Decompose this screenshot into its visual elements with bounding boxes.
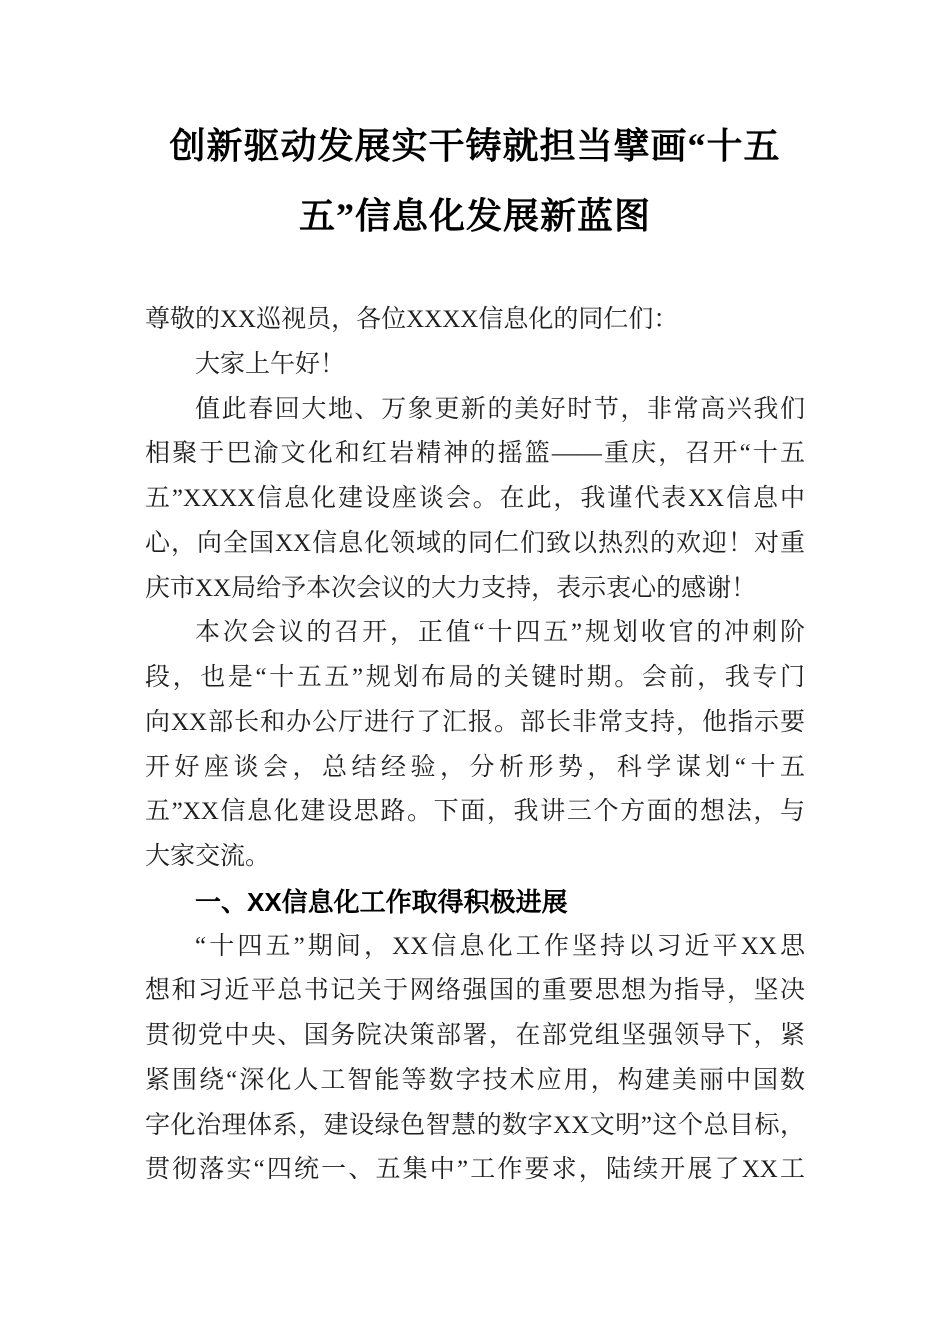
text-line: 向XX部长和办公厅进行了汇报。部长非常支持，他指示要	[145, 708, 805, 736]
text-line: “十四五”期间，XX信息化工作坚持以习近平XX思	[195, 932, 805, 960]
text-line: 贯彻党中央、国务院决策部署，在部党组坚强领导下，紧	[145, 1022, 805, 1049]
text-line: 紧围绕“深化人工智能等数字技术应用，构建美丽中国数	[145, 1066, 805, 1094]
document-title	[145, 111, 805, 251]
text-line: 值此春回大地、万象更新的美好时节，非常高兴我们	[195, 395, 805, 423]
text-line: 字化治理体系，建设绿色智慧的数字XX文明”这个总目标，	[145, 1111, 805, 1139]
text-line: 开好座谈会，总结经验，分析形势，科学谋划“十五	[145, 753, 805, 781]
text-line: 心，向全国XX信息化领域的同仁们致以热烈的欢迎！对重	[145, 529, 805, 557]
text-line: 大家交流。	[145, 843, 271, 870]
title-line-2: 五”信息化发展新蓝图	[298, 196, 651, 236]
text-line: 贯彻落实“四统一、五集中”工作要求，陆续开展了XX工	[145, 1156, 805, 1184]
section-heading: 一、XX信息化工作取得积极进展	[195, 886, 568, 917]
text-line: 庆市XX局给予本次会议的大力支持，表示衷心的感谢！	[145, 574, 757, 602]
text-line: 尊敬的XX巡视员，各位XXXX信息化的同仁们：	[145, 306, 679, 333]
text-line: 相聚于巴渝文化和红岩精神的摇篮——重庆，召开“十五	[145, 440, 805, 468]
document-body	[145, 298, 805, 1193]
text-line: 本次会议的召开，正值“十四五”规划收官的冲刺阶	[195, 619, 805, 647]
text-line: 五”XX信息化建设思路。下面，我讲三个方面的想法，与	[145, 798, 805, 826]
text-line: 大家上午好！	[195, 350, 346, 378]
title-line-1: 创新驱动发展实干铸就担当擘画“十五	[169, 126, 781, 166]
text-line: 五”XXXX信息化建设座谈会。在此，我谨代表XX信息中	[145, 485, 805, 512]
text-line: 想和习近平总书记关于网络强国的重要思想为指导，坚决	[145, 977, 805, 1005]
text-line: 段，也是“十五五”规划布局的关键时期。会前，我专门	[145, 664, 805, 691]
